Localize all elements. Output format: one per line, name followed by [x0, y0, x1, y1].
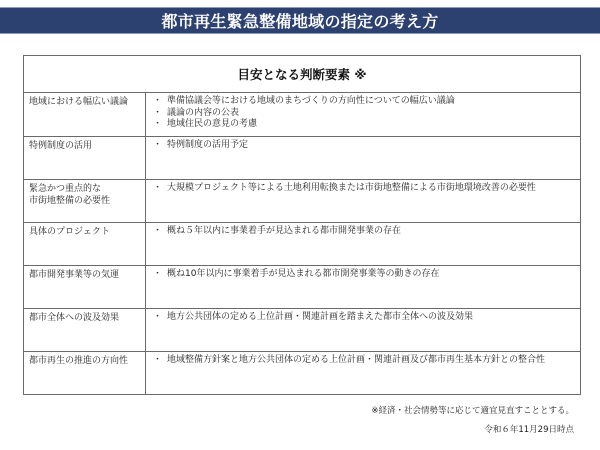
- bullet-icon: ・: [153, 96, 163, 106]
- list-item: [151, 140, 580, 152]
- list-item: [151, 269, 580, 281]
- list-item: [151, 312, 580, 324]
- list-item: [151, 183, 580, 195]
- footnote: ※経済・社会情勢等に応じて適宜見直すこととする。: [371, 406, 574, 416]
- bullet-icon: ・: [153, 355, 163, 365]
- bullet-icon: ・: [153, 107, 163, 118]
- table-row: [24, 137, 581, 180]
- bullet-icon: ・: [153, 269, 163, 279]
- criterion-items: [146, 266, 581, 309]
- item-text: 地方公共団体の定める上位計画・関連計画を踏まえた都市全体への波及効果: [167, 312, 474, 322]
- criterion-items: [146, 93, 581, 137]
- item-text: 特例制度の活用予定: [167, 140, 249, 150]
- list-item: [151, 108, 580, 120]
- item-text: 議論の内容の公表: [167, 107, 240, 118]
- criterion-label: [24, 223, 146, 266]
- table-header-row: [24, 56, 581, 93]
- bullet-icon: ・: [153, 226, 163, 236]
- table-row: [24, 93, 581, 137]
- item-text: 大規模プロジェクト等による土地利用転換または市街地整備による市街地環境改善の必要性: [167, 183, 536, 193]
- table-row: [24, 180, 581, 223]
- table-row: [24, 309, 581, 352]
- criterion-label: [24, 309, 146, 352]
- criterion-items: [146, 352, 581, 395]
- item-text: 準備協議会等における地域のまちづくりの方向性についての幅広い議論: [167, 96, 455, 106]
- criterion-label: [24, 352, 146, 395]
- table-heading: 目安となる判断要素 ※: [24, 56, 581, 93]
- bullet-icon: ・: [153, 140, 163, 150]
- criterion-label-line: 具体のプロジェクト: [29, 227, 110, 237]
- as-of-date: 令和６年11月29日時点: [484, 425, 574, 435]
- criterion-label-line: 市街地整備の必要性: [29, 196, 111, 206]
- criterion-label: [24, 93, 146, 137]
- list-item: [151, 96, 580, 108]
- table-row: [24, 223, 581, 266]
- criterion-label: [24, 266, 146, 309]
- list-item: [151, 119, 580, 131]
- criterion-label-line: 緊急かつ重点的な: [29, 184, 102, 194]
- criterion-label-line: 都市開発事業等の気運: [29, 270, 120, 280]
- list-item: [151, 226, 580, 238]
- bullet-icon: ・: [153, 183, 163, 193]
- title-bar: [0, 7, 600, 34]
- item-text: 地域整備方針案と地方公共団体の定める上位計画・関連計画及び都市再生基本方針との整合性: [167, 355, 546, 365]
- item-text: 概ね５年以内に事業着手が見込まれる都市開発事業の存在: [167, 226, 402, 236]
- bullet-icon: ・: [153, 312, 163, 322]
- criterion-label-line: 地域における幅広い議論: [29, 97, 129, 107]
- criterion-label: [24, 137, 146, 180]
- criterion-label-line: 都市再生の推進の方向性: [29, 356, 129, 366]
- criterion-label-line: 都市全体への波及効果: [29, 313, 120, 323]
- table-row: [24, 266, 581, 309]
- criterion-label: [24, 180, 146, 223]
- page-title: 都市再生緊急整備地域の指定の考え方: [161, 12, 439, 31]
- criterion-items: [146, 180, 581, 223]
- list-item: [151, 355, 580, 367]
- item-text: 地域住民の意見の考慮: [167, 119, 258, 129]
- table-row: [24, 352, 581, 395]
- criteria-table: [23, 55, 581, 395]
- criterion-items: [146, 223, 581, 266]
- criterion-label-line: 特例制度の活用: [29, 141, 93, 151]
- criterion-items: [146, 137, 581, 180]
- item-text: 概ね10年以内に事業着手が見込まれる都市開発事業等の動きの存在: [167, 269, 440, 279]
- criterion-items: [146, 309, 581, 352]
- bullet-icon: ・: [153, 119, 163, 129]
